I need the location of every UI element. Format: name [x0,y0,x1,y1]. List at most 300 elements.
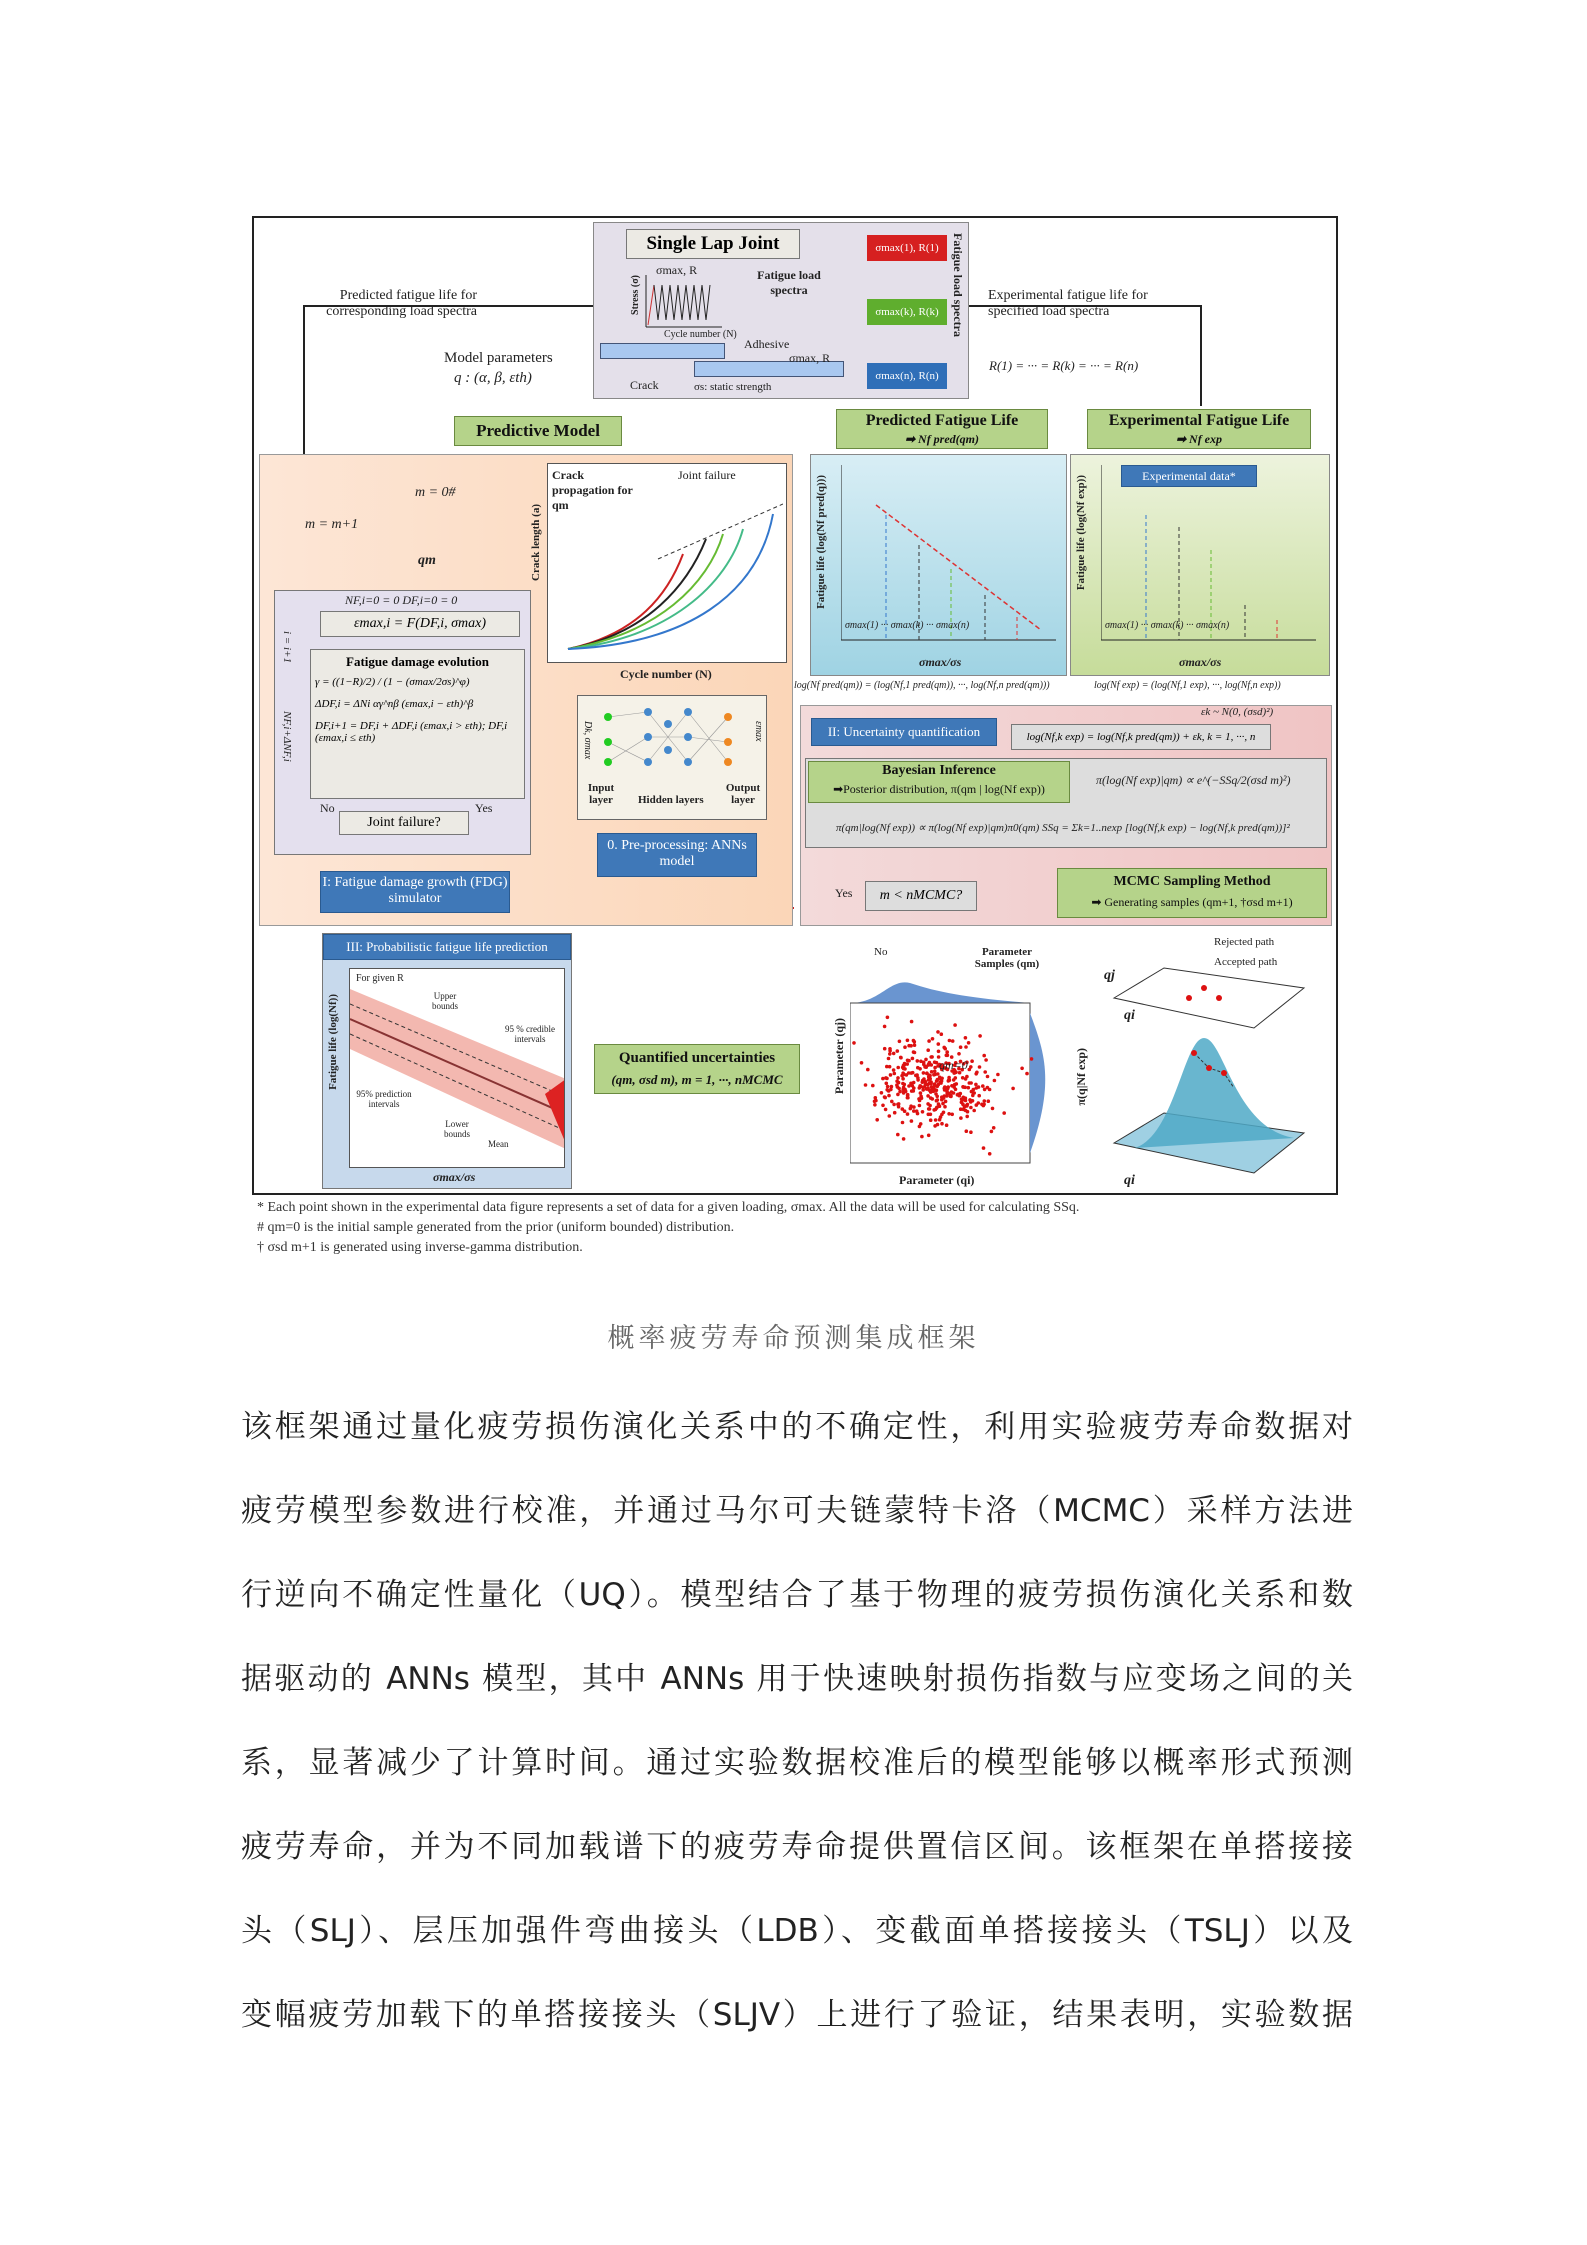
static-strength-label: σs: static strength [694,381,772,393]
sample-point [924,1058,928,1062]
sample-point [919,1122,923,1126]
predicted-life-plot [810,454,1067,676]
sample-point [898,1040,902,1044]
qi-top: qi [1124,1008,1135,1023]
sample-point [950,1090,954,1094]
sample-point [982,1054,986,1058]
sample-point [954,1076,958,1080]
sample-point [889,1073,893,1077]
sample-point [959,1116,963,1120]
sample-point [927,1082,931,1086]
paragraph-line: 头（SLJ）、层压加强件弯曲接头（LDB）、变截面单搭接接头（TSLJ）以及 [241,1913,1353,1949]
sample-point [911,1084,915,1088]
sample-point [1025,1072,1029,1076]
sample-point [897,1087,901,1091]
sample-point [965,1104,969,1108]
sample-point [914,1074,918,1078]
sample-point [933,1085,937,1089]
mean-label: Mean [488,1139,509,1149]
log-exp-eq: log(Nf exp) = (log(Nf,1 exp), ···, log(Nf,n exp)) [1094,680,1281,691]
neural-network-icon [598,702,748,777]
sample-point [975,1086,979,1090]
experimental-for-label: Experimental fatigue life for specified load spectra [988,288,1148,319]
bayesian-panel [805,758,1327,848]
sample-point [907,1059,911,1063]
sample-point [902,1086,906,1090]
sample-point [926,1048,930,1052]
sample-point [945,1092,949,1096]
sample-point [1002,1111,1006,1115]
sample-point [962,1096,966,1100]
sample-point [892,1052,896,1056]
footnote-2: # qm=0 is the initial sample generated from the prior (uniform bounded) distribution. [257,1220,735,1235]
input-layer-label: Input layer [587,782,615,806]
param-qi-axis: Parameter (qi) [899,1173,975,1187]
sample-point [906,1093,910,1097]
sample-point [926,1102,930,1106]
ann-input-var: Dk, σmax [582,721,593,760]
sample-point [996,1073,1000,1077]
qm-label: qm [418,553,436,568]
sample-point [896,1103,900,1107]
sample-point [927,1062,931,1066]
sample-point [917,1097,921,1101]
exp-life-title: Experimental Fatigue Life [1108,412,1290,429]
parameter-scatter-plot [850,973,1050,1173]
sample-point [983,1070,987,1074]
rejected-path-legend: Rejected path [1214,936,1275,948]
sample-point [938,1081,942,1085]
sample-point [875,1118,879,1122]
sample-point [899,1056,903,1060]
yes-label: Yes [475,801,493,815]
q-def: q : (α, β, εth) [454,370,532,386]
pfl-x-axis: σmax/σs [433,1170,476,1184]
sample-point [965,1129,969,1133]
sample-point [888,1052,892,1056]
sample-point [901,1082,905,1086]
sample-point [900,1074,904,1078]
log-pred-eq: log(Nf pred(qm)) = (log(Nf,1 pred(qm)), ···, log(Nf,n pred(qm))) [794,680,1050,691]
sample-point [883,1047,887,1051]
sample-point [940,1032,944,1036]
sample-point [884,1108,888,1112]
sample-point [957,1052,961,1056]
sample-point [892,1068,896,1072]
sample-point [978,1065,982,1069]
sample-point [953,1023,957,1027]
load-case-1: σmax(1), R(1) [867,235,947,261]
pred-axis-label: Fatigue life (log(Nf pred(q))) [815,475,827,609]
sample-point [991,1107,995,1111]
sample-point [941,1102,945,1106]
init-eq: NF,i=0 = 0 DF,i=0 = 0 [345,593,458,607]
sample-point [967,1041,971,1045]
crack-prop-label: Crack propagation for qm [552,468,633,512]
sample-point [950,1084,954,1088]
sample-point [957,1093,961,1097]
exp-axis-label: Fatigue life (log(Nf exp)) [1075,475,1087,591]
load-case-k: σmax(k), R(k) [867,299,947,325]
sample-point [898,1090,902,1094]
sample-point [895,1083,899,1087]
no-label: No [320,801,335,815]
sample-point [993,1079,997,1083]
accepted-path-legend: Accepted path [1214,956,1278,968]
posterior-3d-plot [1094,958,1334,1188]
exp-x-axis: σmax/σs [1179,655,1222,669]
sample-point [967,1086,971,1090]
posterior-label: ➡Posterior distribution, π(qm | log(Nf exp)) [833,782,1045,796]
sample-point [959,1045,963,1049]
sample-point [912,1081,916,1085]
sample-point [892,1103,896,1107]
sample-point [903,1045,907,1049]
sample-point [931,1037,935,1041]
m-lt-nmcmc: m < nMCMC? [865,881,977,911]
sample-point [932,1073,936,1077]
bayesian-inference-box [808,761,1070,803]
sample-point [964,1036,968,1040]
sample-point [933,1060,937,1064]
sample-point [919,1060,923,1064]
m-inc-label: m = m+1 [305,517,359,532]
sample-point [969,1130,973,1134]
sample-point [896,1066,900,1070]
experimental-data-label: Experimental data* [1121,465,1257,487]
sample-point [895,1079,899,1083]
quant-title: Quantified uncertainties [618,1050,776,1066]
footnote-3: † σsd m+1 is generated using inverse-gamma distribution. [257,1240,583,1255]
paragraph-line: 该框架通过量化疲劳损伤演化关系中的不确定性，利用实验疲劳寿命数据对 [241,1409,1353,1445]
sample-point [937,1050,941,1054]
sample-point [918,1104,922,1108]
mcmc-title: MCMC Sampling Method [1113,874,1271,889]
sample-point [909,1104,913,1108]
sample-point [961,1076,965,1080]
sample-point [929,1118,933,1122]
sample-point [901,1107,905,1111]
paragraph-line: 行逆向不确定性量化（UQ）。模型结合了基于物理的疲劳损伤演化关系和数 [241,1577,1353,1613]
sample-point [964,1045,968,1049]
no-label-2: No [874,946,888,958]
sample-point [888,1114,892,1118]
lower-bounds: Lower bounds [443,1119,470,1139]
sample-point [919,1091,923,1095]
cycle-number-axis: Cycle number (N) [620,667,712,681]
framework-figure [252,216,1338,1195]
crack-length-axis: Crack length (a) [530,504,542,581]
sample-point [901,1121,905,1125]
sample-point [983,1088,987,1092]
sample-point [925,1072,929,1076]
sample-point [913,1043,917,1047]
sample-point [937,1042,941,1046]
sample-point [911,1057,915,1061]
sample-point [930,1070,934,1074]
experimental-fatigue-life-box [1087,409,1311,449]
sample-point [873,1103,877,1107]
fatigue-load-spectra-side: Fatigue load spectra [951,233,965,337]
model-params-label: Model parameters [444,350,553,366]
pred-life-title: Predicted Fatigue Life [865,412,1019,429]
uq-eq: log(Nf,k exp) = log(Nf,k pred(qm)) + εk, k = 1, ···, n [1011,724,1271,750]
crack-propagation-plot [530,463,787,663]
q0-label: qm=0 [939,1058,968,1072]
sample-point [896,1133,900,1137]
exp-life-symbol: ➡ Nf exp [1175,432,1223,446]
eps-k-eq: εk ~ N(0, (σsd)²) [1201,706,1274,718]
quantified-uncertainties-box [594,1044,800,1094]
preprocessing-label: 0. Pre-processing: ANNs model [597,833,757,877]
sample-point [974,1083,978,1087]
sample-point [902,1137,906,1141]
sample-point [977,1094,981,1098]
sample-point [912,1109,916,1113]
sample-point [951,1039,955,1043]
predicted-fatigue-life-box [836,409,1048,449]
sample-point [909,1044,913,1048]
sample-point [890,1100,894,1104]
sample-point [943,1047,947,1051]
gamma-eq: γ = ((1−R)/2) / (1 − (σmax/2σs)^φ) [315,676,470,688]
hidden-layers-label: Hidden layers [638,794,704,806]
sample-point [1020,1067,1024,1071]
sample-point [901,1077,905,1081]
uq-label: II: Uncertainty quantification [811,718,997,746]
adhesive-label: Adhesive [744,337,790,351]
sample-point [920,1135,924,1139]
sample-point [948,1039,952,1043]
sample-point [927,1075,931,1079]
sample-point [916,1112,920,1116]
sample-point [978,1034,982,1038]
sample-point [934,1118,938,1122]
sample-point [881,1104,885,1108]
sample-point [969,1106,973,1110]
sample-point [927,1113,931,1117]
ann-diagram [577,695,767,820]
sample-point [935,1095,939,1099]
sample-point [926,1094,930,1098]
body-paragraph [241,1396,1353,2068]
quant-eq: (qm, σsd m), m = 1, ···, nMCMC [611,1072,783,1087]
sample-point [930,1055,934,1059]
probabilistic-prediction-panel [322,933,572,1189]
load-case-n: σmax(n), R(n) [867,363,947,389]
sample-point [975,1071,979,1075]
sample-point [888,1049,892,1053]
bayes-eq: π(qm|log(Nf exp)) ∝ π(log(Nf exp)|qm)π0(qm) SSq = Σk=1..nexp [log(Nf,k exp) − log(Nf,k pred(qm))]² [836,822,1290,834]
mcmc-box [1057,868,1327,918]
sample-point [936,1030,940,1034]
paragraph-line: 变幅疲劳加载下的单搭接接头（SLJV）上进行了验证，结果表明，实验数据 [241,1997,1353,2033]
sample-point [965,1115,969,1119]
sample-point [988,1152,992,1156]
param-qj-axis: Parameter (qj) [832,1018,846,1095]
sample-point [923,1065,927,1069]
sample-point [906,1112,910,1116]
strain-eq: εmax,i = F(DF,i, σmax) [320,611,520,637]
sample-point [1011,1087,1015,1091]
sample-point [927,1039,931,1043]
sample-point [964,1109,968,1113]
i-inc-label: i = i+1 [281,631,293,663]
sample-point [883,1025,887,1029]
joint-failure-label: Joint failure [678,468,736,482]
sample-point [860,1061,864,1065]
sample-point [907,1084,911,1088]
sample-point [972,1091,976,1095]
dd-eq: ΔDF,i = ΔNi αγ^nβ (εmax,i − εth)^β [315,698,474,710]
sample-point [883,1096,887,1100]
fatigue-load-spectra-label: Fatigue load spectra [757,268,821,297]
pfl-label: III: Probabilistic fatigue life prediction [323,934,571,960]
sample-point [942,1096,946,1100]
sample-point [945,1123,949,1127]
sample-point [864,1083,868,1087]
crack-label: Crack [630,378,659,392]
m0-label: m = 0# [415,485,456,500]
sample-point [887,1057,891,1061]
sample-point [950,1113,954,1117]
sample-point [935,1099,939,1103]
sample-point [984,1058,988,1062]
predictive-model-region [259,454,793,926]
sample-point [972,1109,976,1113]
fdg-panel [274,590,531,855]
likelihood-eq: π(log(Nf exp)|qm) ∝ e^(−SSq/2(σsd m)²) [1096,773,1291,787]
footnote-1: * Each point shown in the experimental data figure represents a set of data for a given loading, σmax. All the data will be used for calculating SSq. [257,1200,1080,1215]
n-inc-label: NF,i+ΔNF,i [281,711,293,762]
sample-point [933,1124,937,1128]
figure-footnotes [257,1198,1079,1258]
fdg-simulator-label: I: Fatigue damage growth (FDG) simulator [320,871,510,913]
sample-point [990,1130,994,1134]
sample-point [893,1111,897,1115]
sample-point [881,1077,885,1081]
sample-point [945,1054,949,1058]
single-lap-joint-title: Single Lap Joint [626,229,800,259]
sample-point [969,1065,973,1069]
sample-point [943,1087,947,1091]
crack-curves [558,484,783,654]
sample-point [893,1072,897,1076]
sample-point [922,1071,926,1075]
sample-point [986,1075,990,1079]
pred-sigma-ticks: σmax(1) ··· σmax(k) ··· σmax(n) [845,620,970,631]
sample-point [921,1080,925,1084]
sample-point [912,1089,916,1093]
stress-axis-label: Stress (σ) [630,275,641,315]
paragraph-line: 疲劳寿命，并为不同加载谱下的疲劳寿命提供置信区间。该框架在单搭接接 [241,1829,1353,1865]
sample-point [913,1051,917,1055]
sample-point [969,1100,973,1104]
sample-point [852,1041,856,1045]
sample-point [965,1075,969,1079]
sample-point [938,1076,942,1080]
sample-point [983,1099,987,1103]
sample-point [910,1119,914,1123]
yes-label-2: Yes [835,886,853,900]
sample-point [918,1067,922,1071]
pred-life-symbol: ➡ Nf pred(qm) [904,432,980,446]
d-eq: DF,i+1 = DF,i + ΔDF,i (εmax,i > εth); DF,i (εmax,i ≤ εth) [315,720,508,744]
sample-point [884,1076,888,1080]
sample-point [970,1059,974,1063]
sample-point [889,1088,893,1092]
figure-caption: 概率疲劳寿命预测集成框架 [607,1323,980,1354]
sample-point [871,1084,875,1088]
sample-point [945,1050,949,1054]
parameter-samples-label: Parameter Samples (qm) [974,946,1040,970]
sample-point [933,1070,937,1074]
ann-output-var: εmax [753,721,764,742]
sigma-max-r-2: σmax, R [789,351,831,365]
prediction-intervals: 95% prediction intervals [356,1089,412,1109]
sample-point [885,1065,889,1069]
paragraph-line: 据驱动的 ANNs 模型，其中 ANNs 用于快速映射损伤指数与应变场之间的关 [241,1661,1353,1697]
sample-point [921,1110,925,1114]
sample-point [896,1049,900,1053]
sample-point [903,1067,907,1071]
sample-point [947,1078,951,1082]
qj-top: qj [1104,968,1115,983]
sample-point [992,1126,996,1130]
predicted-life-chart [841,465,1056,645]
output-layer-label: Output layer [725,782,761,806]
sample-point [906,1039,910,1043]
sample-point [887,1094,891,1098]
sample-point [947,1112,951,1116]
sample-point [880,1091,884,1095]
sample-point [949,1095,953,1099]
sample-point [896,1093,900,1097]
uq-region [800,705,1332,926]
fatigue-damage-evolution-box [310,649,525,799]
sample-point [912,1039,916,1043]
sample-point [987,1099,991,1103]
sample-point [931,1097,935,1101]
credible-intervals: 95 % credible intervals [505,1024,555,1044]
sample-point [874,1099,878,1103]
sample-point [982,1103,986,1107]
prediction-band-plot [349,968,565,1168]
sigma-max-r: σmax, R [656,263,698,277]
sample-point [910,1020,914,1024]
sample-point [961,1085,965,1089]
upper-bounds: Upper bounds [431,991,458,1011]
sample-point [940,1113,944,1117]
cycle-axis-label: Cycle number (N) [664,329,737,340]
sample-point [866,1068,870,1072]
bayes-title: Bayesian Inference [882,763,996,778]
sample-point [943,1105,947,1109]
predicted-for-label: Predicted fatigue life for corresponding load spectra [326,288,477,319]
sample-point [916,1059,920,1063]
predictive-model-label: Predictive Model [454,416,622,446]
sample-point [982,1146,986,1150]
sample-point [904,1090,908,1094]
sample-point [910,1071,914,1075]
sample-point [981,1084,985,1088]
generating-samples-label: ➡ Generating samples (qm+1, †σsd m+1) [1091,895,1293,909]
sample-point [905,1062,909,1066]
sample-point [918,1084,922,1088]
sample-point [896,1076,900,1080]
r-equal-label: R(1) = ··· = R(k) = ··· = R(n) [989,358,1139,373]
pred-x-axis: σmax/σs [919,655,962,669]
